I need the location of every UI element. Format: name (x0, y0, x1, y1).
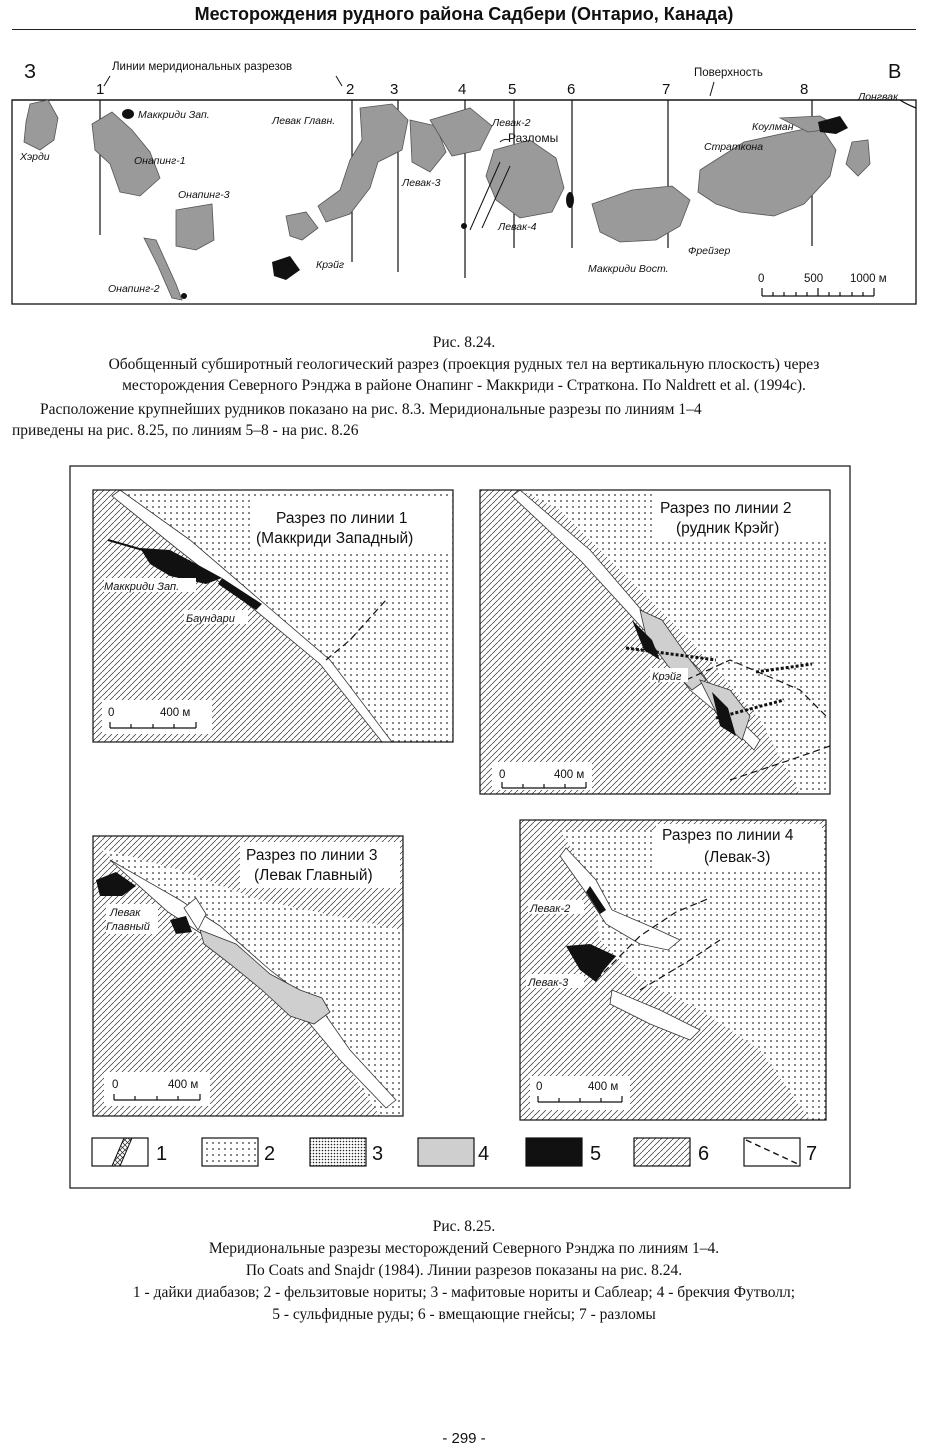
panel-1-label-mccreedy: Маккриди Зап. (104, 581, 180, 593)
label-craig: Крэйг (316, 259, 345, 271)
panel-line-1 (93, 490, 453, 742)
legend-item-1 (92, 1138, 167, 1166)
label-fraser: Фрейзер (688, 245, 731, 257)
line-number-8: 8 (800, 81, 809, 98)
body-hardy (24, 100, 58, 150)
svg-text:400 м: 400 м (160, 707, 191, 719)
body-mccreedy-east (592, 186, 690, 242)
panel-3-label-levak: Левак (110, 907, 141, 919)
label-longvak: Лонгвак (858, 91, 899, 103)
svg-text:2: 2 (264, 1143, 276, 1165)
panel-4-label-levak-2: Левак-2 (530, 903, 571, 915)
fig-8-25-caption-line3: 1 - дайки диабазов; 2 - фельзитовые нориты; 3 - мафитовые нориты и Саблеар; 4 - брекчия Футволл; (132, 1284, 796, 1301)
label-levak-2: Левак-2 (492, 117, 531, 129)
line-number-6: 6 (567, 81, 576, 98)
svg-text:0: 0 (536, 1081, 543, 1093)
scale-bar-24 (758, 273, 887, 296)
svg-text:1000 м: 1000 м (850, 273, 887, 285)
east-label: В (888, 61, 902, 83)
legend-item-6 (634, 1138, 709, 1166)
body-craig (286, 212, 318, 240)
panel-2-label-craig: Крэйг (652, 671, 682, 683)
panel-1-title1: Разрез по линии 1 (276, 510, 408, 527)
panel-2-title2: (рудник Крэйг) (676, 520, 780, 537)
label-levak-main: Левак Главн. (272, 115, 336, 127)
svg-text:0: 0 (758, 273, 765, 285)
body-onaping-1 (92, 112, 160, 196)
svg-text:400 м: 400 м (168, 1079, 199, 1091)
legend-item-4 (418, 1138, 489, 1166)
panel-1-title2: (Маккриди Западный) (256, 530, 414, 547)
svg-text:0: 0 (499, 769, 506, 781)
fig-8-25-caption-line2: По Coats and Snajdr (1984). Линии разрезов показаны на рис. 8.24. (245, 1262, 683, 1279)
paragraph-line1: Расположение крупнейших рудников показано на рис. 8.3. Меридиональные разрезы по линиям 1–4 (40, 401, 702, 418)
svg-text:7: 7 (806, 1143, 818, 1165)
surface-label: Поверхность (694, 67, 763, 79)
panel-4-title2: (Левак-3) (704, 849, 771, 866)
legend-item-5 (526, 1138, 601, 1166)
body-east-end (846, 140, 870, 176)
svg-text:500: 500 (804, 273, 824, 285)
label-strathcona: Страткона (704, 141, 764, 153)
panel-4-label-levak-3: Левак-3 (528, 977, 569, 989)
line-number-3: 3 (390, 81, 399, 98)
fig-8-24-caption-line2: месторождения Северного Рэнджа в районе Онапинг - Маккриди - Страткона. По Naldrett et al. (1994c). (122, 377, 806, 394)
svg-text:0: 0 (112, 1079, 119, 1091)
legend (92, 1138, 817, 1166)
label-mccreedy-west: Маккриди Зап. (138, 109, 210, 121)
panel-3-label-main: Главный (106, 921, 150, 933)
label-hardy: Хэрди (20, 151, 50, 163)
body-strathcona (698, 126, 836, 216)
page-number: - 299 - (442, 1430, 486, 1447)
line-number-1: 1 (96, 81, 105, 98)
panel-3-title1: Разрез по линии 3 (246, 847, 378, 864)
line-number-7: 7 (662, 81, 671, 98)
label-onaping-3: Онапинг-3 (178, 189, 230, 201)
svg-text:3: 3 (372, 1143, 384, 1165)
label-coleman: Коулман (752, 121, 794, 133)
body-mccreedy-west (122, 109, 134, 119)
paragraph-line2: приведены на рис. 8.25, по линиям 5–8 - на рис. 8.26 (12, 422, 359, 439)
fig-8-24-title: Рис. 8.24. (432, 334, 496, 351)
figure-8-25 (0, 460, 928, 1200)
page-header-title: Месторождения рудного района Садбери (Онтарио, Канада) (194, 4, 734, 24)
lines-caption: Линии меридиональных разрезов (112, 61, 293, 73)
svg-text:6: 6 (698, 1143, 710, 1165)
panel-line-4 (520, 820, 826, 1120)
svg-text:400 м: 400 м (588, 1081, 619, 1093)
figure-8-24 (0, 0, 928, 320)
body-levak-4 (486, 140, 564, 218)
line-number-5: 5 (508, 81, 517, 98)
svg-text:400 м: 400 м (554, 769, 585, 781)
line-number-2: 2 (346, 81, 355, 98)
fig-8-25-caption-line4: 5 - сульфидные руды; 6 - вмещающие гнейсы; 7 - разломы (272, 1306, 656, 1323)
fig-8-25-title: Рис. 8.25. (432, 1218, 496, 1235)
svg-text:4: 4 (478, 1143, 490, 1165)
label-mccreedy-east: Маккриди Вост. (588, 263, 669, 275)
panel-1-label-boundary: Баундари (186, 613, 235, 625)
panel-line-2 (480, 490, 830, 794)
label-levak-4: Левак-4 (498, 221, 537, 233)
panel-line-3 (93, 836, 403, 1116)
svg-text:0: 0 (108, 707, 115, 719)
panel-2-title1: Разрез по линии 2 (660, 500, 792, 517)
label-onaping-2: Онапинг-2 (108, 283, 160, 295)
body-onaping-3 (176, 204, 214, 250)
panel-3-title2: (Левак Главный) (254, 867, 373, 884)
label-onaping-1: Онапинг-1 (134, 155, 186, 167)
label-faults: Разломы (508, 131, 559, 145)
west-label: З (24, 61, 37, 83)
label-levak-3: Левак-3 (402, 177, 441, 189)
legend-item-7 (744, 1138, 817, 1166)
line-number-4: 4 (458, 81, 467, 98)
panel-4-title1: Разрез по линии 4 (662, 827, 794, 844)
legend-item-3 (310, 1138, 383, 1166)
fig-8-24-caption-line1: Обобщенный субширотный геологический разрез (проекция рудных тел на вертикальную плоскость) через (108, 356, 820, 373)
legend-item-2 (202, 1138, 275, 1166)
svg-text:1: 1 (156, 1143, 168, 1165)
svg-text:5: 5 (590, 1143, 602, 1165)
fig-8-25-caption-line1: Меридиональные разрезы месторождений Северного Рэнджа по линиям 1–4. (208, 1240, 720, 1257)
